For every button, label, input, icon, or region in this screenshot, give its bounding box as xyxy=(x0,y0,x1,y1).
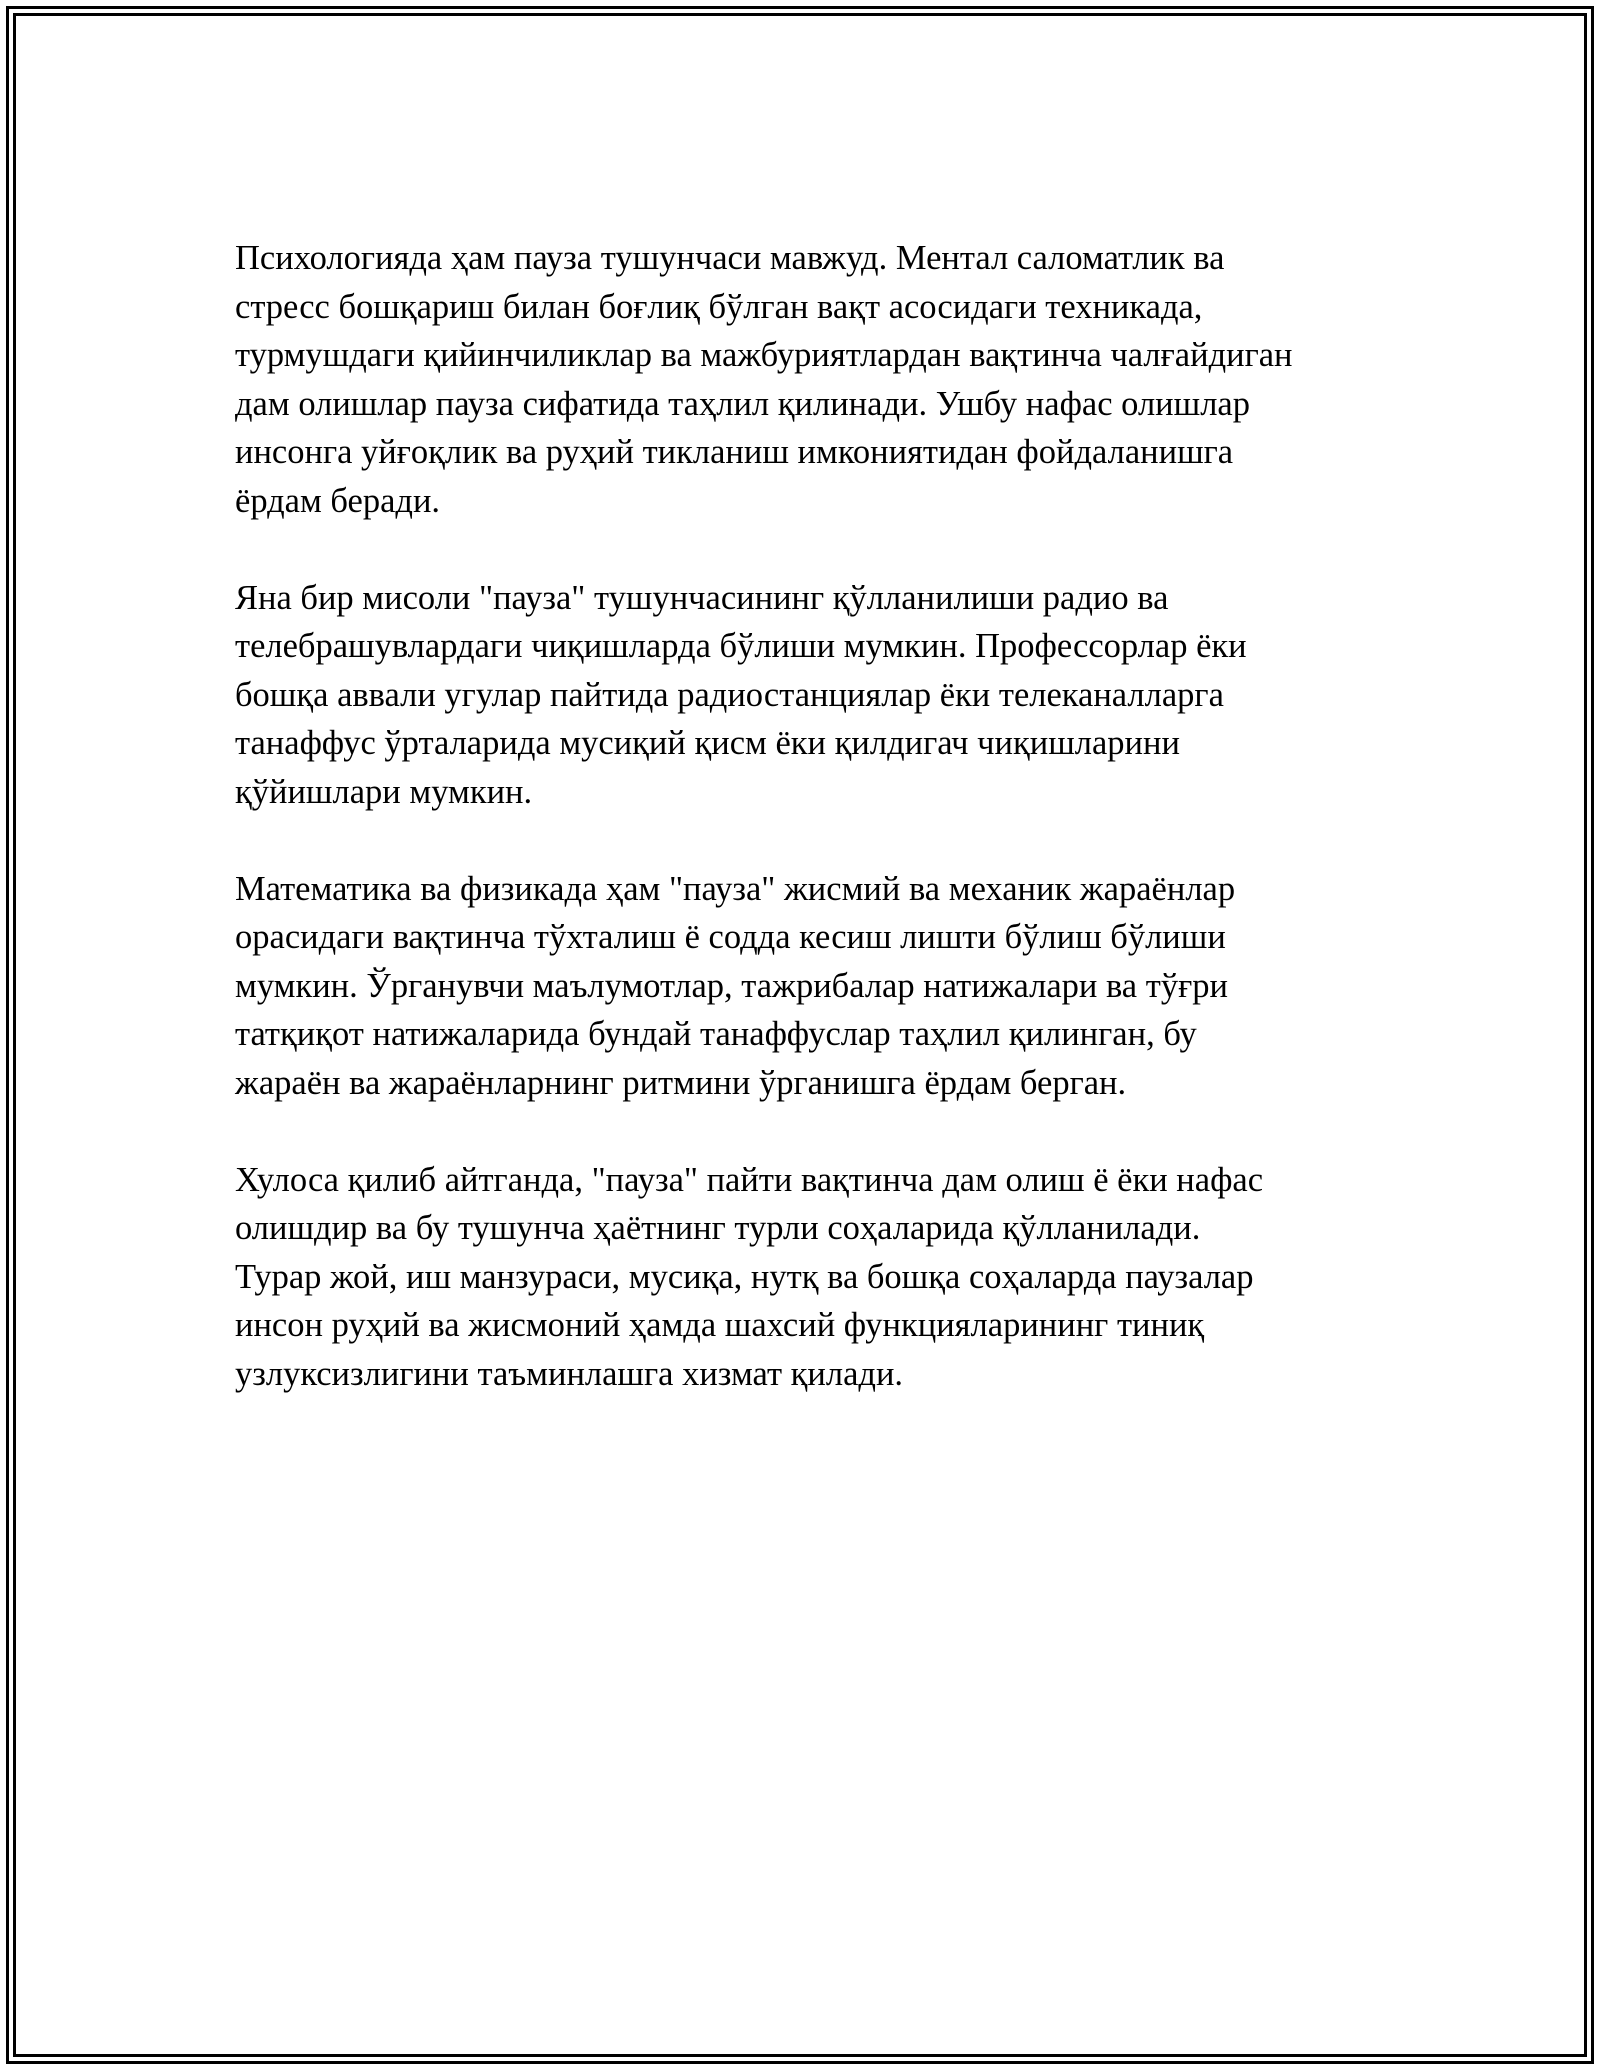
text-line: дам олишлар пауза сифатида таҳлил қилинади. Ушбу нафас олишлар xyxy=(235,384,1250,423)
text-line: ёрдам беради. xyxy=(235,481,441,520)
text-line: инсон руҳий ва жисмоний ҳамда шахсий функцияларининг тиниқ xyxy=(235,1306,1205,1344)
paragraph-broadcast xyxy=(235,574,1385,817)
text-line: бошқа аввали угулар пайтида радиостанциялар ёки телеканалларга xyxy=(235,675,1224,714)
paragraph-conclusion xyxy=(235,1156,1385,1399)
text-line: орасидаги вақтинча тўхталиш ё содда кесиш лишти бўлиш бўлиши xyxy=(235,918,1226,956)
text-line: танаффус ўрталарида мусиқий қисм ёки қилдигач чиқишларини xyxy=(235,724,1180,762)
text-line: стресс бошқариш билан боғлиқ бўлган вақт асосидаги техникада, xyxy=(235,287,1203,326)
paragraph-psychology xyxy=(235,234,1385,525)
text-line: жараён ва жараёнларнинг ритмини ўрганишга ёрдам берган. xyxy=(235,1063,1127,1102)
text-line: турмушдаги қийинчиликлар ва мажбуриятлардан вақтинча чалғайдиган xyxy=(235,336,1293,374)
text-line: мумкин. Ўрганувчи маълумотлар, тажрибалар натижалари ва тўғри xyxy=(235,966,1228,1005)
text-line: олишдир ва бу тушунча ҳаётнинг турли соҳаларида қўлланилади. xyxy=(235,1209,1201,1247)
text-line: инсонга уйғоқлик ва руҳий тикланиш имкониятидан фойдаланишга xyxy=(235,433,1234,471)
text-line: Математика ва физикада ҳам "пауза" жисмий ва механик жараёнлар xyxy=(235,869,1236,908)
text-line: Психологияда ҳам пауза тушунчаси мавжуд. Ментал саломатлик ва xyxy=(235,239,1225,277)
text-line: татқиқот натижаларида бундай танаффуслар таҳлил қилинган, бу xyxy=(235,1015,1197,1053)
paragraph-math-physics xyxy=(235,865,1385,1108)
text-line: Турар жой, иш манзураси, мусиқа, нутқ ва бошқа соҳаларда паузалар xyxy=(235,1257,1254,1296)
text-line: телебрашувлардаги чиқишларда бўлиши мумкин. Профессорлар ёки xyxy=(235,627,1247,665)
text-line: қўйишлари мумкин. xyxy=(235,772,533,811)
text-line: Яна бир мисоли "пауза" тушунчасининг қўлланилиши радио ва xyxy=(235,578,1169,617)
text-line: Хулоса қилиб айтганда, "пауза" пайти вақтинча дам олиш ё ёки нафас xyxy=(235,1160,1264,1199)
text-line: узлуксизлигини таъминлашга хизмат қилади. xyxy=(235,1354,904,1393)
document-body xyxy=(235,234,1385,1447)
